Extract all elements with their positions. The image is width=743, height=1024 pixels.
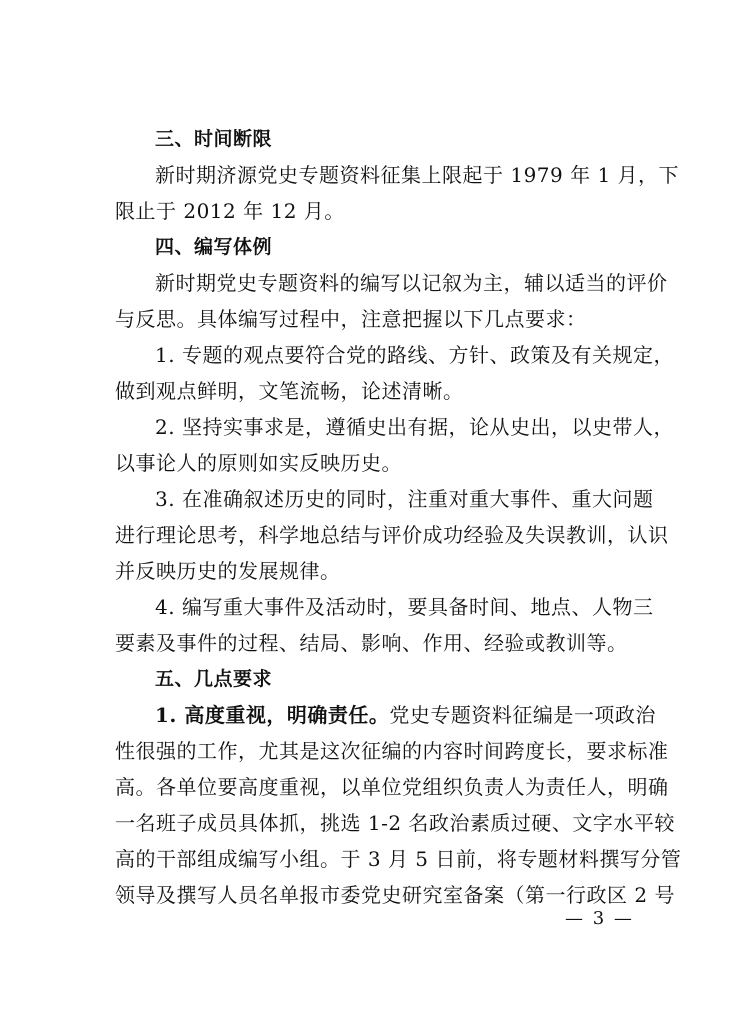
paragraph-line: 一名班子成员具体抓，挑选 1-2 名政治素质过硬、文字水平较 <box>115 811 675 835</box>
paragraph-line: 与反思。具体编写过程中，注意把握以下几点要求： <box>115 307 587 331</box>
paragraph-line: 限止于 2012 年 12 月。 <box>115 199 345 223</box>
list-item-line: 3. 在准确叙述历史的同时，注重对重大事件、重大问题 <box>155 487 654 511</box>
paragraph-line: 新时期党史专题资料的编写以记叙为主，辅以适当的评价 <box>155 271 668 295</box>
section-heading-time-limit: 三、时间断限 <box>155 128 273 150</box>
paragraph-line: 高的干部组成编写小组。于 3 月 5 日前，将专题材料撰写分管 <box>115 847 682 871</box>
paragraph-line: 高。各单位要高度重视，以单位党组织负责人为责任人，明确 <box>115 775 669 799</box>
paragraph-line: 性很强的工作，尤其是这次征编的内容时间跨度长，要求标准 <box>115 739 669 763</box>
list-item-line: 4. 编写重大事件及活动时，要具备时间、地点、人物三 <box>155 595 654 619</box>
list-item-line: 1. 专题的观点要符合党的路线、方针、政策及有关规定， <box>155 343 674 367</box>
list-item-line: 要素及事件的过程、结局、影响、作用、经验或教训等。 <box>115 631 628 655</box>
list-item-line: 以事论人的原则如实反映历史。 <box>115 451 402 475</box>
section-heading-writing-style: 四、编写体例 <box>155 236 273 258</box>
paragraph-text: 党史专题资料征编是一项政治 <box>389 703 656 727</box>
list-item-line: 并反映历史的发展规律。 <box>115 559 341 583</box>
list-item-line: 进行理论思考，科学地总结与评价成功经验及失误教训，认识 <box>115 523 669 547</box>
list-item-line <box>155 703 656 727</box>
section-heading-requirements: 五、几点要求 <box>155 668 273 690</box>
list-item-line: 2. 坚持实事求是，遵循史出有据，论从史出，以史带人， <box>155 415 674 439</box>
emphasis-text: 1. 高度重视，明确责任。 <box>155 703 390 727</box>
paragraph-line: 新时期济源党史专题资料征集上限起于 1979 年 1 月，下 <box>155 163 680 187</box>
list-item-line: 做到观点鲜明，文笔流畅，论述清晰。 <box>115 379 464 403</box>
page-number: — 3 — <box>565 908 634 929</box>
paragraph-line: 领导及撰写人员名单报市委党史研究室备案（第一行政区 2 号 <box>115 883 675 907</box>
